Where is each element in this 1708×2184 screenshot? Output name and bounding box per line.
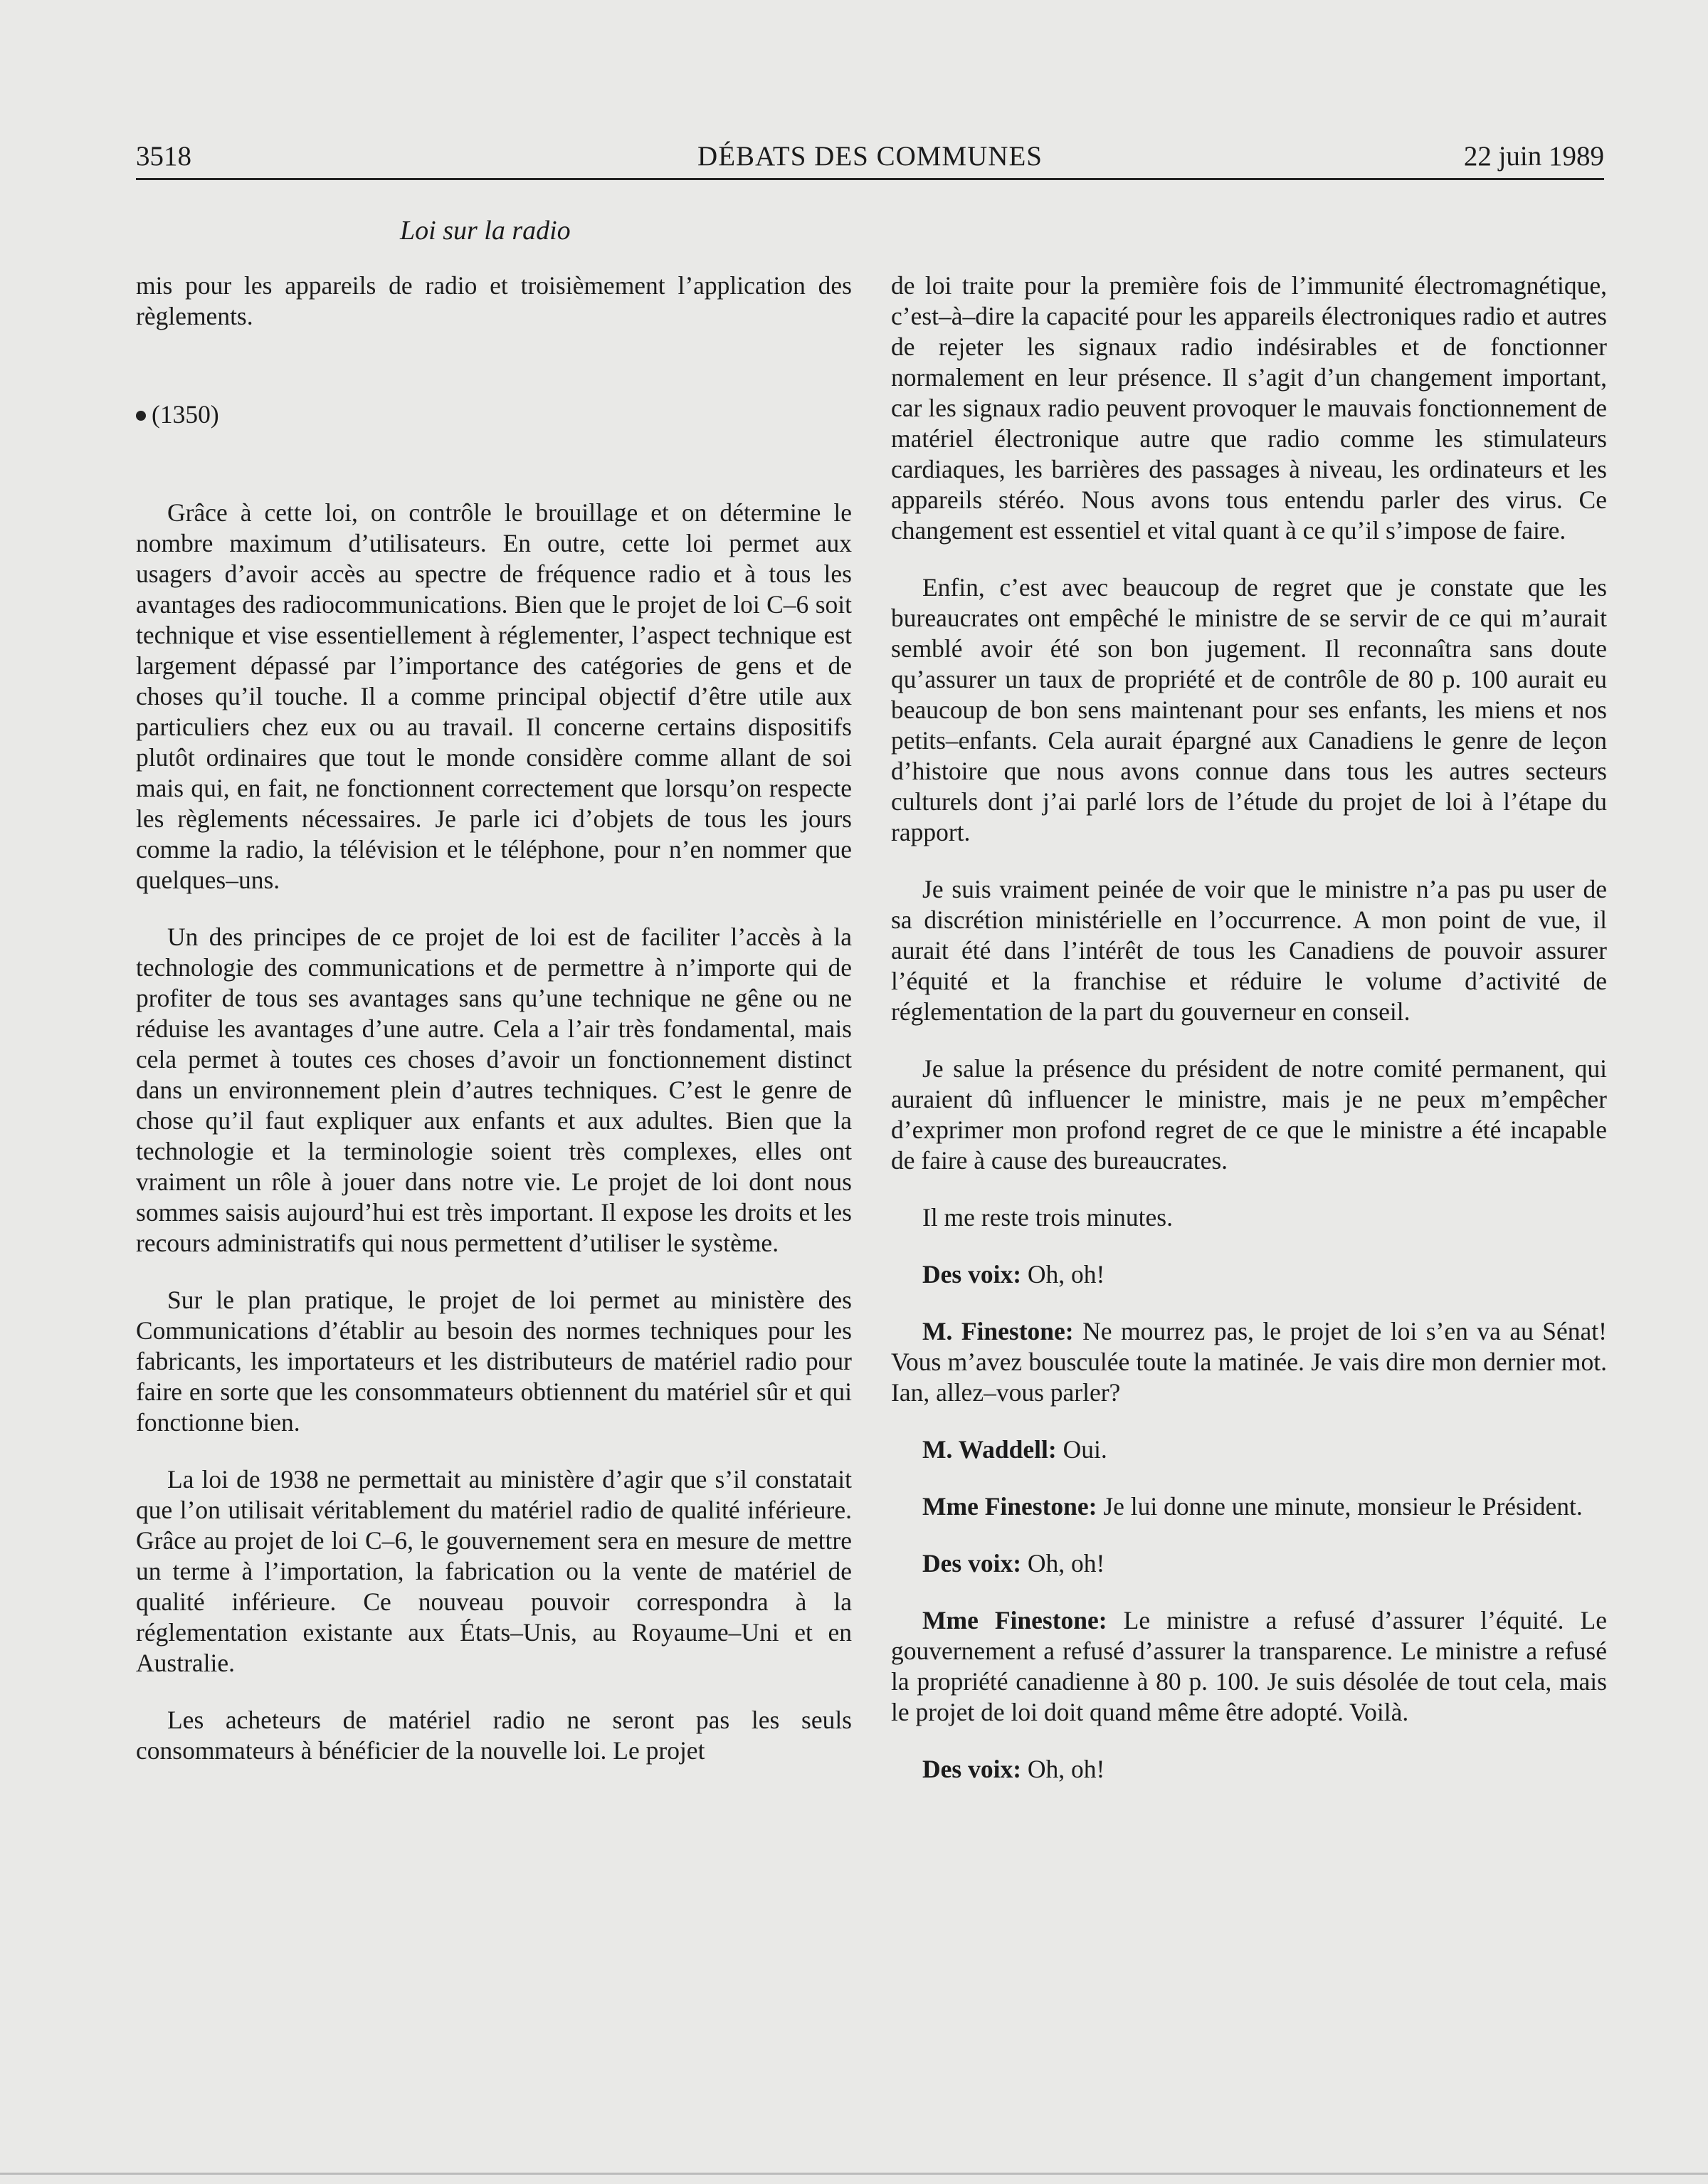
scan-edge-line xyxy=(0,2173,1708,2175)
speaker-name: Des voix: xyxy=(922,1755,1022,1783)
page-number: 3518 xyxy=(136,141,191,172)
speech-text: Je lui donne une minute, monsieur le Président. xyxy=(1097,1492,1583,1521)
speaker-name: M. Finestone: xyxy=(922,1317,1074,1345)
page-header xyxy=(136,135,1604,180)
paragraph: de loi traite pour la première fois de l’immunité électromagnétique, c’est–à–dire la capacité pour les appareils électroniques radio et autres de rejeter les signaux radio indésirables et de fonctionner normalement en leur présence. Il s’agit d’un changement important, car les signaux radio peuvent provoquer le mauvais fonctionnement de matériel électronique autre que radio comme les stimulateurs cardiaques, les barrières des passages à niveau, les ordinateurs et les appareils stéréo. Nous avons tous entendu parler des virus. Ce changement est essentiel et vital quant à ce qu’il s’impose de faire. xyxy=(891,271,1607,545)
paragraph: Enfin, c’est avec beaucoup de regret que je constate que les bureaucrates ont empêché le ministre de se servir de ce qui m’aurait semblé avoir été son bon jugement. Il reconnaîtra sans doute qu’assurer un taux de propriété et de contrôle de 80 p. 100 aurait eu beaucoup de bon sens maintenant pour ses enfants, les miens et nos petits–enfants. Cela aurait épargné aux Canadiens le genre de leçon d’histoire que nous avons connue dans tous les autres secteurs culturels dont j’ai parlé lors de l’étude du projet de loi à l’étape du rapport. xyxy=(891,573,1607,846)
speech xyxy=(891,1316,1607,1408)
speech xyxy=(891,1754,1607,1785)
paragraph: Grâce à cette loi, on contrôle le brouillage et on détermine le nombre maximum d’utilisateurs. En outre, cette loi permet aux usagers d’avoir accès au spectre de fréquence radio et à tous les avantages des radiocommunications. Bien que le projet de loi C–6 soit technique et vise essentiellement à réglementer, l’aspect technique est largement dépassé par l’importance des catégories de gens et de choses qu’il touche. Il a comme principal objectif d’être utile aux particuliers chez eux ou au travail. Il concerne certains dispositifs plutôt ordinaires que tout le monde considère comme allant de soi mais qui, en fait, ne fonctionnent correctement que lorsqu’on respecte les règlements nécessaires. Je parle ici d’objets de tous les jours comme la radio, la télévision et le téléphone, pour n’en nommer que quelques–uns. xyxy=(136,498,852,894)
speech-text: Oh, oh! xyxy=(1021,1549,1105,1577)
time-marker xyxy=(136,399,852,430)
speech-text: Le ministre a refusé d’assurer l’équité. Le gouvernement a refusé d’assurer la transparence. Le ministre a refusé la propriété canadienne à 80 p. 100. Je suis désolée de tout cela, mais le projet de loi doit quand même être adopté. Voilà. xyxy=(891,1606,1608,1726)
speech-text: Oh, oh! xyxy=(1021,1755,1105,1783)
paragraph: mis pour les appareils de radio et troisièmement l’application des règlements. xyxy=(136,271,852,330)
bullet-icon xyxy=(136,411,146,421)
paragraph: Les acheteurs de matériel radio ne seront pas les seuls consommateurs à bénéficier de la nouvelle loi. Le projet xyxy=(136,1706,852,1765)
paragraph: La loi de 1938 ne permettait au ministère d’agir que s’il constatait que l’on utilisait véritablement du matériel radio de qualité inférieure. Grâce au projet de loi C–6, le gouvernement sera en mesure de mettre un terme à l’importation, la fabrication ou la vente de matériel de qualité inférieure. Ce nouveau pouvoir correspondra à la réglementation existante aux États–Unis, au Royaume–Uni et en Australie. xyxy=(136,1465,852,1677)
page-date: 22 juin 1989 xyxy=(1463,141,1604,172)
speech-text: Oui. xyxy=(1056,1435,1107,1464)
paragraph: Je salue la présence du président de notre comité permanent, qui auraient dû influencer le ministre, mais je ne peux m’empêcher d’exprimer mon profond regret de ce que le ministre a été incapable de faire à cause des bureaucrates. xyxy=(891,1054,1607,1175)
speech xyxy=(891,1434,1607,1465)
speaker-name: Des voix: xyxy=(922,1549,1022,1577)
speech xyxy=(891,1491,1607,1522)
left-column xyxy=(136,271,852,1766)
time-marker-text: (1350) xyxy=(152,400,219,429)
speaker-name: Mme Finestone: xyxy=(922,1492,1097,1521)
speech xyxy=(891,1548,1607,1579)
paragraph: Sur le plan pratique, le projet de loi permet au ministère des Communications d’établir au besoin des normes techniques pour les fabricants, les importateurs et les distributeurs de matériel radio pour faire en sorte que les consommateurs obtiennent du matériel sûr et qui fonctionne bien. xyxy=(136,1286,852,1437)
speaker-name: M. Waddell: xyxy=(922,1435,1057,1464)
paragraph: Un des principes de ce projet de loi est de faciliter l’accès à la technologie des communications et de permettre à n’importe qui de profiter de tous ses avantages sans qu’une technique ne gêne ou ne réduise les avantages d’une autre. Cela a l’air très fondamental, mais cela permet à toutes ces choses d’avoir un fonctionnement distinct dans un environnement plein d’autres techniques. C’est le genre de chose qu’il faut expliquer aux enfants et aux adultes. Bien que la technologie et la terminologie soient très complexes, elles ont vraiment un rôle à jouer dans notre vie. Le projet de loi dont nous sommes saisis aujourd’hui est très important. Il expose les droits et les recours administratifs qui nous permettent d’utiliser le système. xyxy=(136,923,852,1257)
publication-title: DÉBATS DES COMMUNES xyxy=(697,141,1043,172)
speech-text: Ne mourrez pas, le projet de loi s’en va au Sénat! Vous m’avez bousculée toute la matinée. Je vais dire mon dernier mot. Ian, allez–vous parler? xyxy=(891,1317,1607,1407)
right-column xyxy=(891,271,1607,1785)
speech-text: Oh, oh! xyxy=(1021,1260,1105,1288)
speaker-name: Mme Finestone: xyxy=(922,1606,1107,1634)
running-head: Loi sur la radio xyxy=(400,216,571,246)
speaker-name: Des voix: xyxy=(922,1260,1022,1288)
speech xyxy=(891,1605,1607,1728)
paragraph: Il me reste trois minutes. xyxy=(922,1203,1173,1232)
paragraph: Je suis vraiment peinée de voir que le ministre n’a pas pu user de sa discrétion ministérielle en l’occurrence. A mon point de vue, il aurait été dans l’intérêt de tous les Canadiens de pouvoir assurer l’équité et la franchise et réduire le volume d’activité de réglementation de la part du gouverneur en conseil. xyxy=(891,875,1607,1026)
speech xyxy=(891,1259,1607,1290)
